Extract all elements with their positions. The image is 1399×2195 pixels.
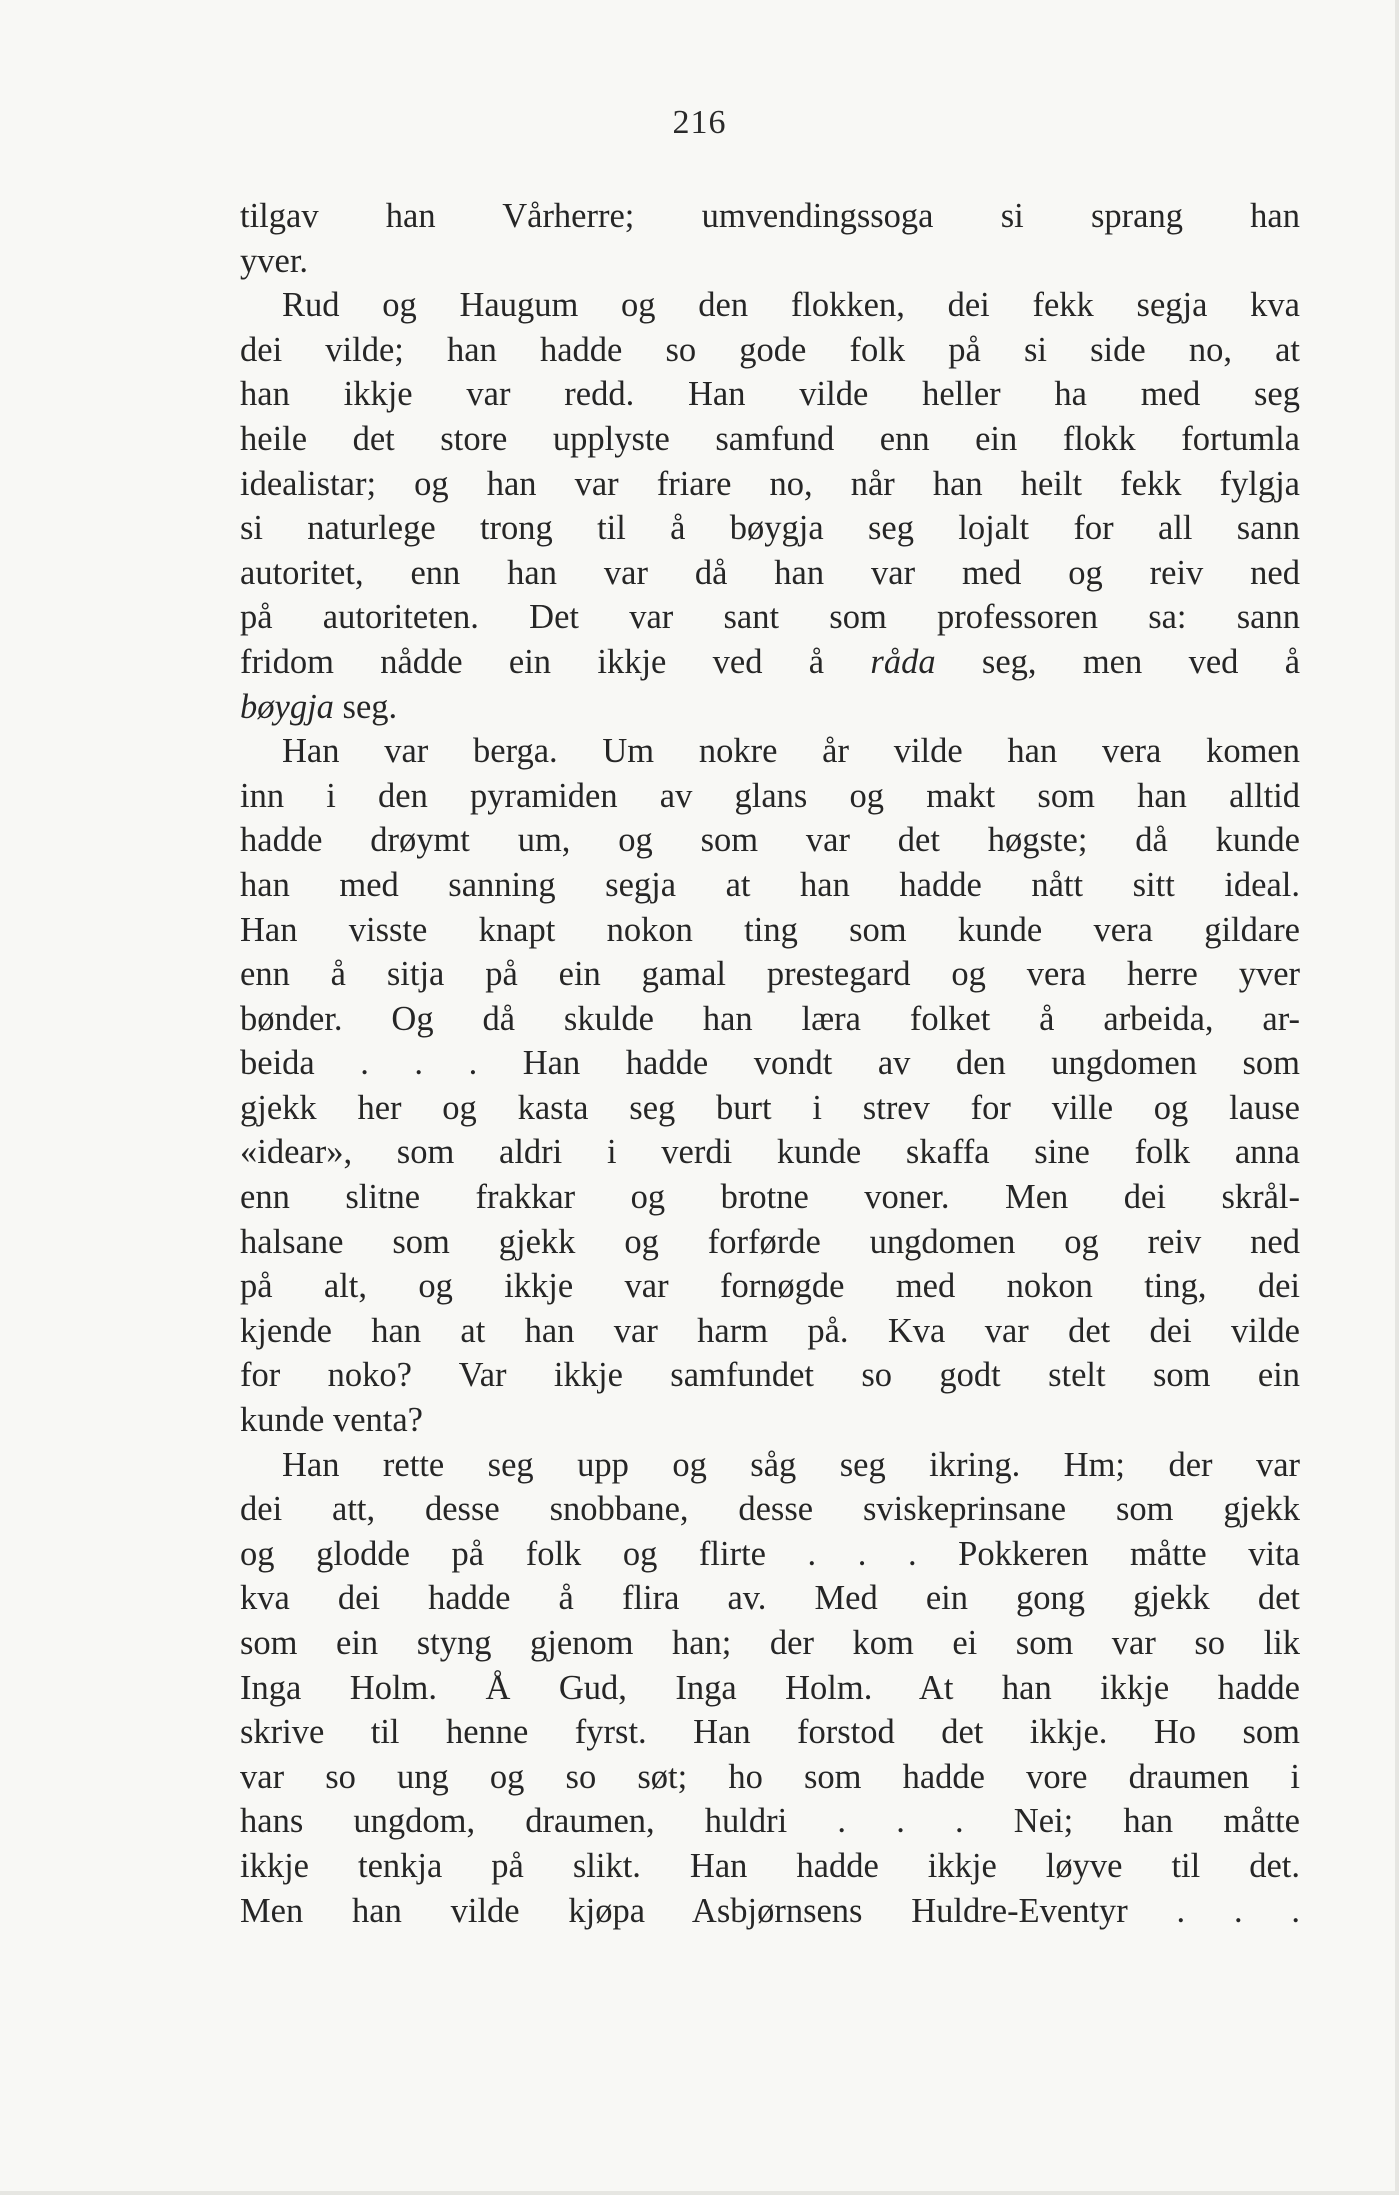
text-line: kva dei hadde å flira av. Med ein gong gjekk det	[240, 1579, 1300, 1618]
text-segment: seg.	[333, 687, 398, 726]
text-line: Men han vilde kjøpa Asbjørnsens Huldre-Eventyr . . .	[240, 1891, 1300, 1930]
paragraph-1	[240, 194, 1300, 283]
text-line: si naturlege trong til å bøygja seg lojalt for all sann	[240, 509, 1300, 548]
italic-word: bøygja	[240, 687, 334, 726]
text-line: Rud og Haugum og den flokken, dei fekk segja kva	[282, 286, 1300, 325]
text-line: kjende han at han var harm på. Kva var det dei vilde	[240, 1311, 1300, 1350]
text-line: hans ungdom, draumen, huldri . . . Nei; han måtte	[240, 1802, 1300, 1841]
text-line: skrive til henne fyrst. Han forstod det ikkje. Ho som	[240, 1713, 1300, 1752]
text-line	[240, 640, 1300, 685]
text-line: ikkje tenkja på slikt. Han hadde ikkje løyve til det.	[240, 1846, 1300, 1885]
text-line: kunde venta?	[240, 1401, 423, 1440]
text-line: enn slitne frakkar og brotne voner. Men dei skrål-	[240, 1178, 1300, 1217]
text-line: var so ung og so søt; ho som hadde vore draumen i	[240, 1757, 1300, 1796]
text-line: han ikkje var redd. Han vilde heller ha med seg	[240, 375, 1300, 414]
text-line: Han rette seg upp og såg seg ikring. Hm; der var	[282, 1445, 1300, 1484]
text-line: halsane som gjekk og forførde ungdomen og reiv ned	[240, 1222, 1300, 1261]
text-line: Han var berga. Um nokre år vilde han vera komen	[282, 732, 1300, 771]
paragraph-2	[240, 283, 1300, 729]
text-line: han med sanning segja at han hadde nått sitt ideal.	[240, 865, 1300, 904]
text-line: autoritet, enn han var då han var med og reiv ned	[240, 553, 1300, 592]
italic-word: råda	[870, 642, 936, 681]
page-edge-right	[1395, 0, 1399, 2195]
text-segment: seg, men ved å	[935, 642, 1300, 681]
text-line: beida . . . Han hadde vondt av den ungdomen som	[240, 1044, 1300, 1083]
body-text	[240, 194, 1300, 1933]
text-line: enn å sitja på ein gamal prestegard og vera herre yver	[240, 955, 1300, 994]
text-line: dei vilde; han hadde so gode folk på si side no, at	[240, 330, 1300, 369]
text-line: hadde drøymt um, og som var det høgste; då kunde	[240, 821, 1300, 860]
text-line: gjekk her og kasta seg burt i strev for ville og lause	[240, 1088, 1300, 1127]
text-line: inn i den pyramiden av glans og makt som han alltid	[240, 776, 1300, 815]
text-line	[240, 685, 1300, 730]
text-line: dei att, desse snobbane, desse sviskeprinsane som gjekk	[240, 1490, 1300, 1529]
page-edge-bottom	[0, 2191, 1399, 2195]
text-line: idealistar; og han var friare no, når han heilt fekk fylgja	[240, 464, 1300, 503]
text-line: som ein styng gjenom han; der kom ei som var so lik	[240, 1624, 1300, 1662]
text-line: tilgav han Vårherre; umvendingssoga si sprang han	[240, 197, 1300, 235]
text-line: på alt, og ikkje var fornøgde med nokon ting, dei	[240, 1267, 1300, 1306]
paragraph-4	[240, 1443, 1300, 1934]
text-line: for noko? Var ikkje samfundet so godt stelt som ein	[240, 1356, 1300, 1395]
text-line: heile det store upplyste samfund enn ein flokk fortumla	[240, 419, 1300, 458]
text-line: Han visste knapt nokon ting som kunde vera gildare	[240, 910, 1300, 949]
text-line: på autoriteten. Det var sant som professoren sa: sann	[240, 598, 1300, 637]
paragraph-3	[240, 729, 1300, 1443]
text-line: og glodde på folk og flirte . . . Pokkeren måtte vita	[240, 1534, 1300, 1573]
text-line: «idear», som aldri i verdi kunde skaffa sine folk anna	[240, 1133, 1300, 1172]
text-line: Inga Holm. Å Gud, Inga Holm. At han ikkje hadde	[240, 1668, 1300, 1707]
text-line: bønder. Og då skulde han læra folket å arbeida, ar-	[240, 999, 1300, 1038]
page-number: 216	[672, 104, 727, 141]
text-segment: fridom nådde ein ikkje ved å	[240, 642, 871, 681]
text-line: yver.	[240, 241, 309, 280]
